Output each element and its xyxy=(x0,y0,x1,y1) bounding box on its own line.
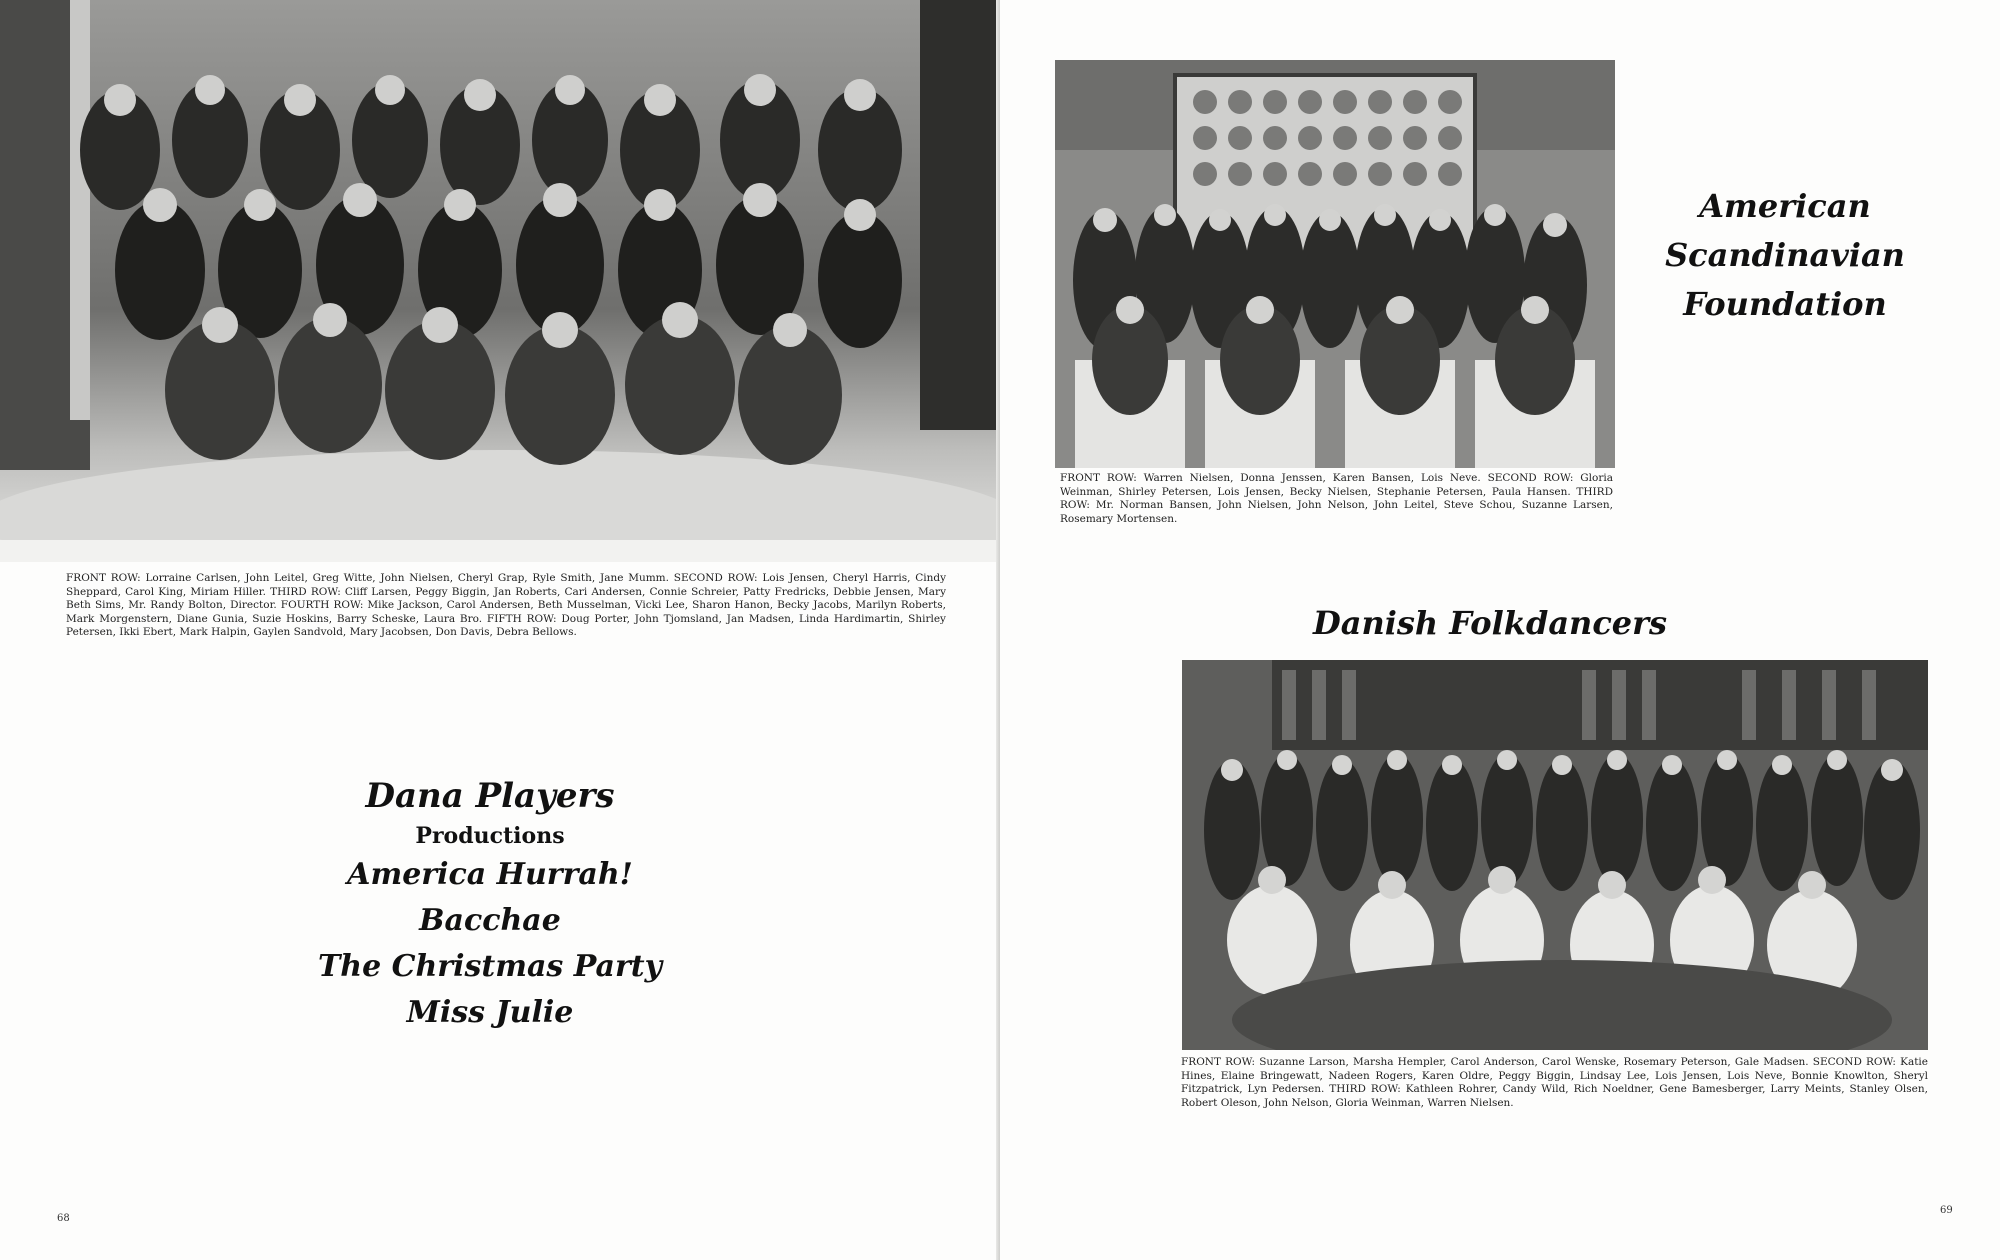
production-title: Bacchae xyxy=(419,903,561,938)
dana-players-photo-caption: FRONT ROW: Lorraine Carlsen, John Leitel, Greg Witte, John Nielsen, Cheryl Grap, Ryle Smith, Jane Mumm. SECOND ROW: Lois Jensen, Cheryl Harris, Cindy Sheppard, Carol King, Miriam Hiller. THIRD ROW: Cliff Larsen, Peggy Biggin, Jan Roberts, Cari Andersen, Connie Schreier, Patty Fredricks, Debbie Jensen, Mary Beth Sims, Mr. Randy Bolton, Director. FOURTH ROW: Mike Jackson, Carol Andersen, Beth Musselman, Vicki Lee, Sharon Hanon, Becky Jacobs, Marilyn Roberts, Mark Morgenstern, Diane Gunia, Suzie Hoskins, Barry Scheske, Laura Bro. FIFTH ROW: Doug Porter, John Tjomsland, Jan Madsen, Linda Hardimartin, Shirley Petersen, Ikki Ebert, Mark Halpin, Gaylen Sandvold, Mary Jacobsen, Don Davis, Debra Bellows. xyxy=(66,572,946,639)
dana-players-heading-block xyxy=(300,772,680,1036)
productions-subheading: Productions xyxy=(415,823,565,849)
right-page xyxy=(1000,0,2000,1260)
production-title: Miss Julie xyxy=(406,995,574,1030)
page-number-left: 68 xyxy=(57,1213,70,1224)
asf-group-photo xyxy=(1055,60,1615,468)
production-title: America Hurrah! xyxy=(347,857,633,892)
production-title: The Christmas Party xyxy=(317,949,663,984)
dana-players-group-photo xyxy=(0,0,1000,562)
danish-folkdancers-group-photo xyxy=(1182,660,1928,1050)
asf-title-line: Foundation xyxy=(1683,285,1887,323)
dana-players-heading: Dana Players xyxy=(365,776,615,816)
danish-folkdancers-photo-caption: FRONT ROW: Suzanne Larson, Marsha Hempler, Carol Anderson, Carol Wenske, Rosemary Peterson, Gale Madsen. SECOND ROW: Katie Hines, Elaine Bringewatt, Nadeen Rogers, Karen Oldre, Peggy Biggin, Lindsay Lee, Lois Jensen, Lois Neve, Bonnie Knowlton, Sheryl Fitzpatrick, Lyn Pedersen. THIRD ROW: Kathleen Rohrer, Candy Wild, Rich Noeldner, Gene Bamesberger, Larry Meints, Stanley Olsen, Robert Oleson, John Nelson, Gloria Weinman, Warren Nielsen. xyxy=(1181,1056,1928,1109)
asf-title-line: Scandinavian xyxy=(1665,236,1905,274)
asf-photo-caption: FRONT ROW: Warren Nielsen, Donna Jenssen, Karen Bansen, Lois Neve. SECOND ROW: Gloria Weinman, Shirley Petersen, Lois Jensen, Becky Nielsen, Stephanie Petersen, Paula Hansen. THIRD ROW: Mr. Norman Bansen, John Nielsen, John Nelson, John Leitel, Steve Schou, Suzanne Larsen, Rosemary Mortensen. xyxy=(1060,472,1613,525)
danish-folkdancers-heading: Danish Folkdancers xyxy=(1312,604,1668,642)
asf-title-line: American xyxy=(1699,187,1871,225)
page-number-right: 69 xyxy=(1940,1205,1953,1216)
asf-title-block xyxy=(1640,182,1930,329)
